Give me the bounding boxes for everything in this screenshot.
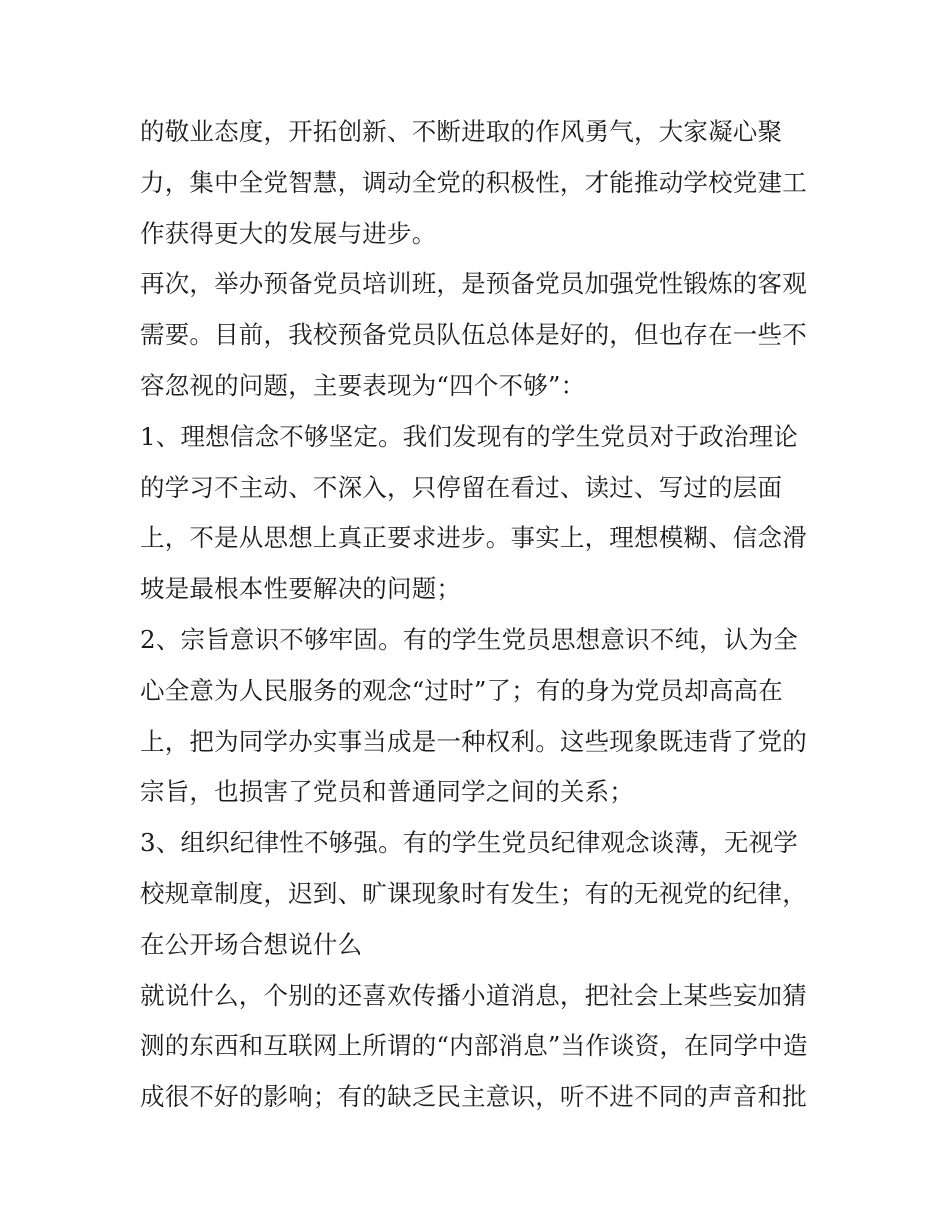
text-line: 上，不是从思想上真正要求进步。事实上，理想模糊、信念滑	[140, 523, 807, 553]
text-line: 就说什么，个别的还喜欢传播小道消息，把社会上某些妄加猜	[140, 980, 807, 1010]
text-line: 2、宗旨意识不够牢固。有的学生党员思想意识不纯，认为全	[140, 624, 798, 654]
text-line: 3、组织纪律性不够强。有的学生党员纪律观念谈薄，无视学	[140, 828, 798, 858]
text-line: 成很不好的影响；有的缺乏民主意识，听不进不同的声音和批	[140, 1082, 807, 1112]
text-line: 作获得更大的发展与进步。	[140, 218, 437, 248]
text-line: 坡是最根本性要解决的问题；	[140, 574, 462, 604]
text-line: 力，集中全党智慧，调动全党的积极性，才能推动学校党建工	[140, 167, 807, 197]
text-line: 在公开场合想说什么	[140, 929, 363, 959]
text-line: 的学习不主动、不深入，只停留在看过、读过、写过的层面	[140, 472, 783, 502]
text-line: 的敬业态度，开拓创新、不断进取的作风勇气，大家凝心聚	[140, 117, 783, 146]
text-line: 容忽视的问题，主要表现为“四个不够”：	[140, 370, 586, 400]
text-line: 测的东西和互联网上所谓的“内部消息”当作谈资，在同学中造	[140, 1031, 808, 1061]
text-line: 宗旨，也损害了党员和普通同学之间的关系；	[140, 777, 634, 807]
text-line: 上，把为同学办实事当成是一种权利。这些现象既违背了党的	[140, 726, 807, 756]
text-line: 需要。目前，我校预备党员队伍总体是好的，但也存在一些不	[140, 320, 807, 350]
text-line: 再次，举办预备党员培训班，是预备党员加强党性锻炼的客观	[140, 269, 807, 299]
body-text	[140, 107, 840, 1123]
text-line: 校规章制度，迟到、旷课现象时有发生；有的无视党的纪律，	[140, 878, 807, 908]
text-line: 1、理想信念不够坚定。我们发现有的学生党员对于政治理论	[140, 421, 798, 451]
text-line: 心全意为人民服务的观念“过时”了；有的身为党员却高高在	[140, 675, 783, 705]
